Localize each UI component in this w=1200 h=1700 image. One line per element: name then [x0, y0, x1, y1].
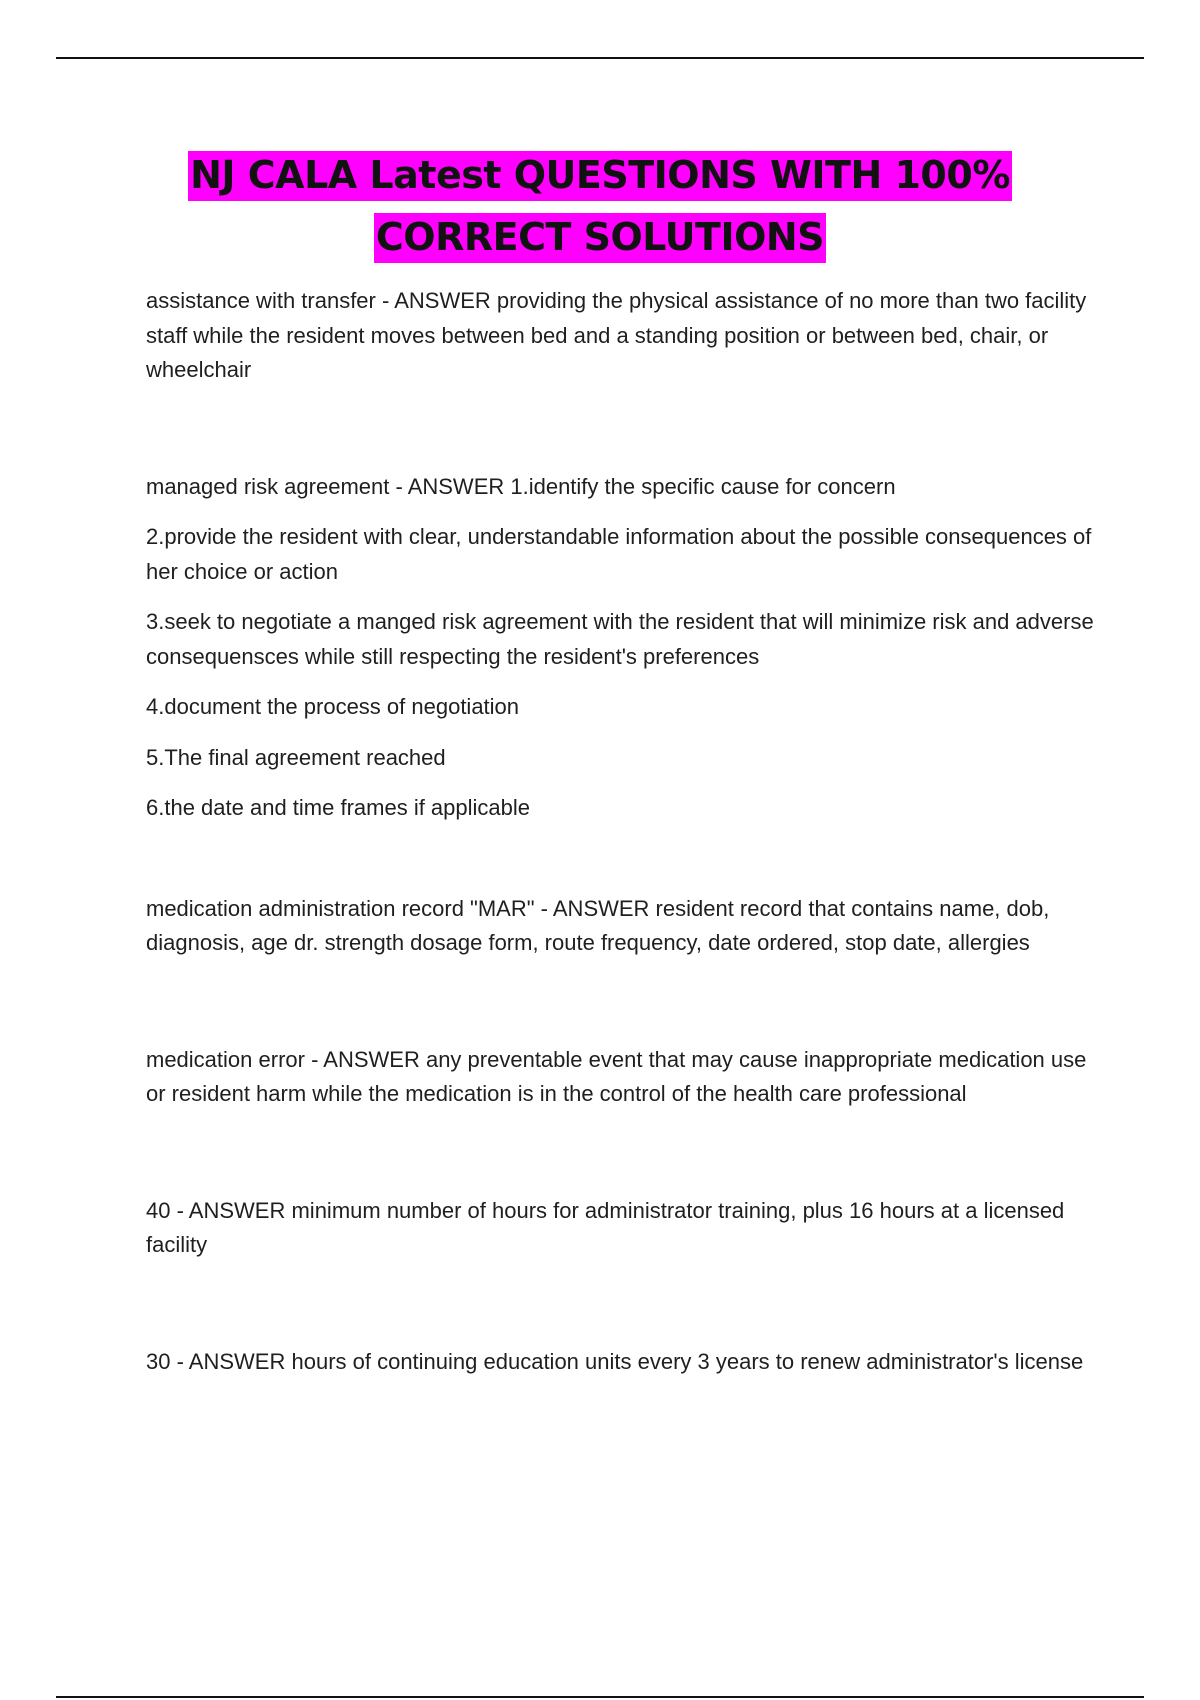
- qa-entry: [146, 1345, 1096, 1380]
- qa-paragraph: 2.provide the resident with clear, understandable information about the possible consequences of her choice or action: [146, 524, 1092, 584]
- entry-spacer: [146, 1279, 1096, 1345]
- document-title: [100, 144, 1100, 268]
- qa-paragraph: medication administration record "MAR" - ANSWER resident record that contains name, dob, diagnosis, age dr. strength dosage form, route frequency, date ordered, stop date, allergies: [146, 895, 1050, 955]
- entry-spacer: [146, 404, 1096, 470]
- qa-entry: [146, 892, 1096, 961]
- qa-paragraph: 4.document the process of negotiation: [146, 694, 520, 719]
- qa-paragraph: 5.The final agreement reached: [146, 744, 446, 770]
- document-body: [146, 284, 1096, 1395]
- qa-paragraph: 3.seek to negotiate a manged risk agreement with the resident that will minimize risk and adverse consequensces while still respecting the resident's preferences: [146, 609, 1094, 669]
- qa-entry: [146, 470, 1096, 826]
- document-title-text: NJ CALA Latest QUESTIONS WITH 100% CORRECT SOLUTIONS: [188, 151, 1012, 263]
- qa-entry: [146, 1194, 1096, 1263]
- qa-paragraph: medication error - ANSWER any preventable event that may cause inappropriate medication use or resident harm while the medication is in the control of the health care professional: [146, 1046, 1087, 1106]
- qa-paragraph: 6.the date and time frames if applicable: [146, 795, 531, 820]
- qa-entry: [146, 1043, 1096, 1112]
- entry-spacer: [146, 1128, 1096, 1194]
- qa-entry: [146, 284, 1096, 388]
- entry-spacer: [146, 842, 1096, 892]
- qa-paragraph: managed risk agreement - ANSWER 1.identify the specific cause for concern: [146, 473, 896, 499]
- header-rule: [56, 57, 1144, 59]
- entry-spacer: [146, 977, 1096, 1043]
- qa-paragraph: 30 - ANSWER hours of continuing education units every 3 years to renew administrator's license: [146, 1348, 1084, 1374]
- footer-rule: [56, 1696, 1144, 1698]
- qa-paragraph: 40 - ANSWER minimum number of hours for administrator training, plus 16 hours at a licensed facility: [146, 1197, 1065, 1257]
- qa-paragraph: assistance with transfer - ANSWER providing the physical assistance of no more than two facility staff while the resident moves between bed and a standing position or between bed, chair, or wheelchair: [146, 288, 1087, 382]
